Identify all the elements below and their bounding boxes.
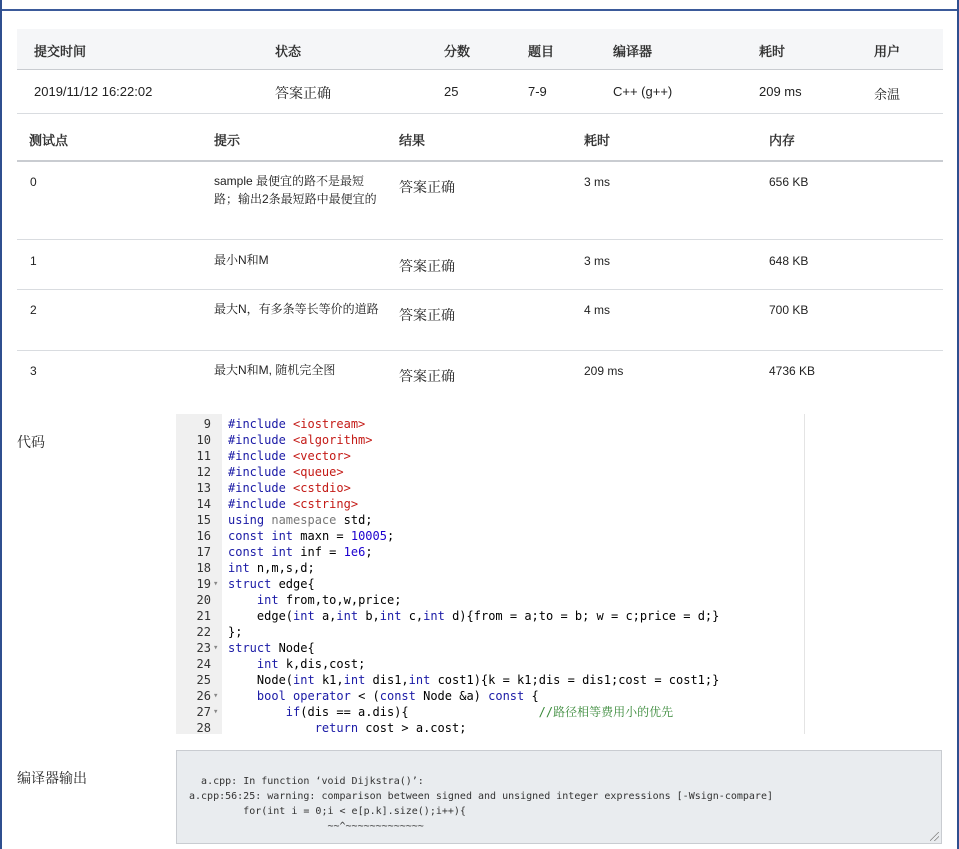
code-text: return cost > a.cost; <box>314 721 467 734</box>
compiler-output-label: 编译器输出 <box>17 770 87 786</box>
code-line <box>176 544 804 560</box>
testpoint-result: 答案正确 <box>399 307 455 323</box>
line-number: 25 <box>196 673 211 687</box>
line-number: 15 <box>196 513 211 527</box>
testpoint-hint: 最小N和M <box>214 253 269 267</box>
testpoint-row <box>17 162 943 240</box>
testpoint-row <box>17 290 943 351</box>
problem-link[interactable]: 7-9 <box>528 84 547 99</box>
code-text: #include <cstring> <box>228 497 359 511</box>
code-line <box>176 624 804 640</box>
testpoint-time: 3 ms <box>584 254 611 268</box>
header-status: 状态 <box>275 44 302 59</box>
testpoint-id: 0 <box>30 175 37 189</box>
line-number: 10 <box>196 433 211 447</box>
testpoint-table-header <box>17 114 943 162</box>
line-number: 23 <box>196 641 211 655</box>
code-text: using namespace std; <box>228 513 373 527</box>
code-text: struct Node{ <box>228 641 315 655</box>
header-compiler: 编译器 <box>613 44 653 59</box>
line-number: 24 <box>196 657 211 671</box>
line-number: 22 <box>196 625 211 639</box>
testpoint-memory: 648 KB <box>769 254 809 268</box>
code-text: #include <algorithm> <box>228 433 373 447</box>
code-text: #include <iostream> <box>228 417 366 431</box>
line-number: 20 <box>196 593 211 607</box>
code-text: int from,to,w,price; <box>256 593 402 607</box>
testpoint-hint: sample 最便宜的路不是最短路；输出2条最短路中最便宜的 <box>214 174 377 206</box>
testpoint-row <box>17 351 943 397</box>
testpoint-result: 答案正确 <box>399 179 455 195</box>
testpoint-memory: 700 KB <box>769 303 809 317</box>
code-text: const int maxn = 10005; <box>228 529 395 543</box>
compiler-output-textarea[interactable] <box>176 750 942 844</box>
submission-table-header <box>17 29 943 70</box>
code-line <box>176 416 804 432</box>
duration: 209 ms <box>759 84 802 99</box>
testpoint-result: 答案正确 <box>399 368 455 384</box>
code-text: Node(int k1,int dis1,int cost1){k = k1;dis = dis1;cost = cost1;} <box>228 673 720 687</box>
testpoint-time: 4 ms <box>584 303 611 317</box>
code-text: edge(int a,int b,int c,int d){from = a;to = b; w = c;price = d;} <box>228 609 720 623</box>
testpoint-memory: 4736 KB <box>769 364 816 378</box>
testpoint-id: 1 <box>30 254 37 268</box>
code-line <box>176 672 804 688</box>
code-viewer[interactable] <box>176 414 805 734</box>
testpoint-id: 3 <box>30 364 37 378</box>
testpoint-id: 2 <box>30 303 37 317</box>
code-text: int n,m,s,d; <box>228 561 315 575</box>
code-line <box>176 688 804 704</box>
header-hint: 提示 <box>214 133 241 148</box>
header-memory: 内存 <box>769 133 796 148</box>
score: 25 <box>444 84 459 99</box>
line-number: 11 <box>196 449 211 463</box>
testpoint-time: 3 ms <box>584 175 611 189</box>
line-number: 9 <box>203 417 211 431</box>
code-line <box>176 704 804 720</box>
code-line <box>176 720 804 734</box>
header-duration: 耗时 <box>759 44 786 59</box>
testpoint-hint: 最大N，有多条等长等价的道路 <box>214 302 379 316</box>
code-line <box>176 560 804 576</box>
fold-toggle-icon[interactable]: ▾ <box>213 579 219 589</box>
code-line <box>176 656 804 672</box>
code-text: bool operator < (const Node &a) const { <box>256 689 539 703</box>
testpoint-result: 答案正确 <box>399 258 455 274</box>
line-number: 17 <box>196 545 211 559</box>
code-line <box>176 448 804 464</box>
code-text: #include <cstdio> <box>228 481 351 495</box>
code-text: #include <queue> <box>228 465 344 479</box>
testpoint-memory: 656 KB <box>769 175 809 189</box>
code-label: 代码 <box>17 434 45 450</box>
submission-row <box>17 70 943 114</box>
left-border <box>0 0 2 849</box>
compiler-output-text: a.cpp: In function ‘void Dijkstra()’: a.cpp:56:25: warning: comparison between signed and unsigned integer expressions [-Wsign-compare] for(int i = 0;i < e[p.k].size();i++){ ~~^~~~~~~~~~~~~~ <box>189 776 773 832</box>
resize-handle-icon[interactable] <box>930 832 939 841</box>
testpoint-time: 209 ms <box>584 364 624 378</box>
line-number: 28 <box>196 721 211 734</box>
line-number: 13 <box>196 481 211 495</box>
compiler-name: C++ (g++) <box>613 84 673 99</box>
header-submit-time: 提交时间 <box>34 44 87 59</box>
code-text: }; <box>228 625 243 639</box>
line-number: 14 <box>196 497 211 511</box>
code-line <box>176 464 804 480</box>
top-border <box>0 0 959 11</box>
code-line <box>176 496 804 512</box>
code-line <box>176 608 804 624</box>
header-testpoint: 测试点 <box>29 133 69 148</box>
header-problem: 题目 <box>528 44 555 59</box>
code-line <box>176 576 804 592</box>
line-number: 21 <box>196 609 211 623</box>
code-line <box>176 512 804 528</box>
line-number: 19 <box>196 577 211 591</box>
code-text: const int inf = 1e6; <box>228 545 373 559</box>
code-line <box>176 640 804 656</box>
header-user: 用户 <box>874 44 901 59</box>
line-number: 18 <box>196 561 211 575</box>
code-line <box>176 528 804 544</box>
header-result: 结果 <box>399 133 426 148</box>
code-line <box>176 480 804 496</box>
fold-toggle-icon[interactable]: ▾ <box>213 707 219 717</box>
user-name[interactable]: 余温 <box>874 87 901 102</box>
testpoint-hint: 最大N和M, 随机完全图 <box>214 363 336 377</box>
line-number: 27 <box>196 705 211 719</box>
code-line <box>176 592 804 608</box>
code-text: int k,dis,cost; <box>256 657 366 671</box>
code-text: #include <vector> <box>228 449 351 463</box>
header-time: 耗时 <box>584 133 611 148</box>
submit-time: 2019/11/12 16:22:02 <box>34 84 153 99</box>
status-badge: 答案正确 <box>275 85 331 101</box>
fold-toggle-icon[interactable]: ▾ <box>213 691 219 701</box>
code-line <box>176 432 804 448</box>
line-number: 16 <box>196 529 211 543</box>
code-text: struct edge{ <box>228 577 315 591</box>
fold-toggle-icon[interactable]: ▾ <box>213 643 219 653</box>
line-number: 12 <box>196 465 211 479</box>
line-number: 26 <box>196 689 211 703</box>
header-score: 分数 <box>444 44 471 59</box>
testpoint-row <box>17 240 943 290</box>
code-text: if(dis == a.dis){ //路径相等费用小的优先 <box>285 705 674 719</box>
